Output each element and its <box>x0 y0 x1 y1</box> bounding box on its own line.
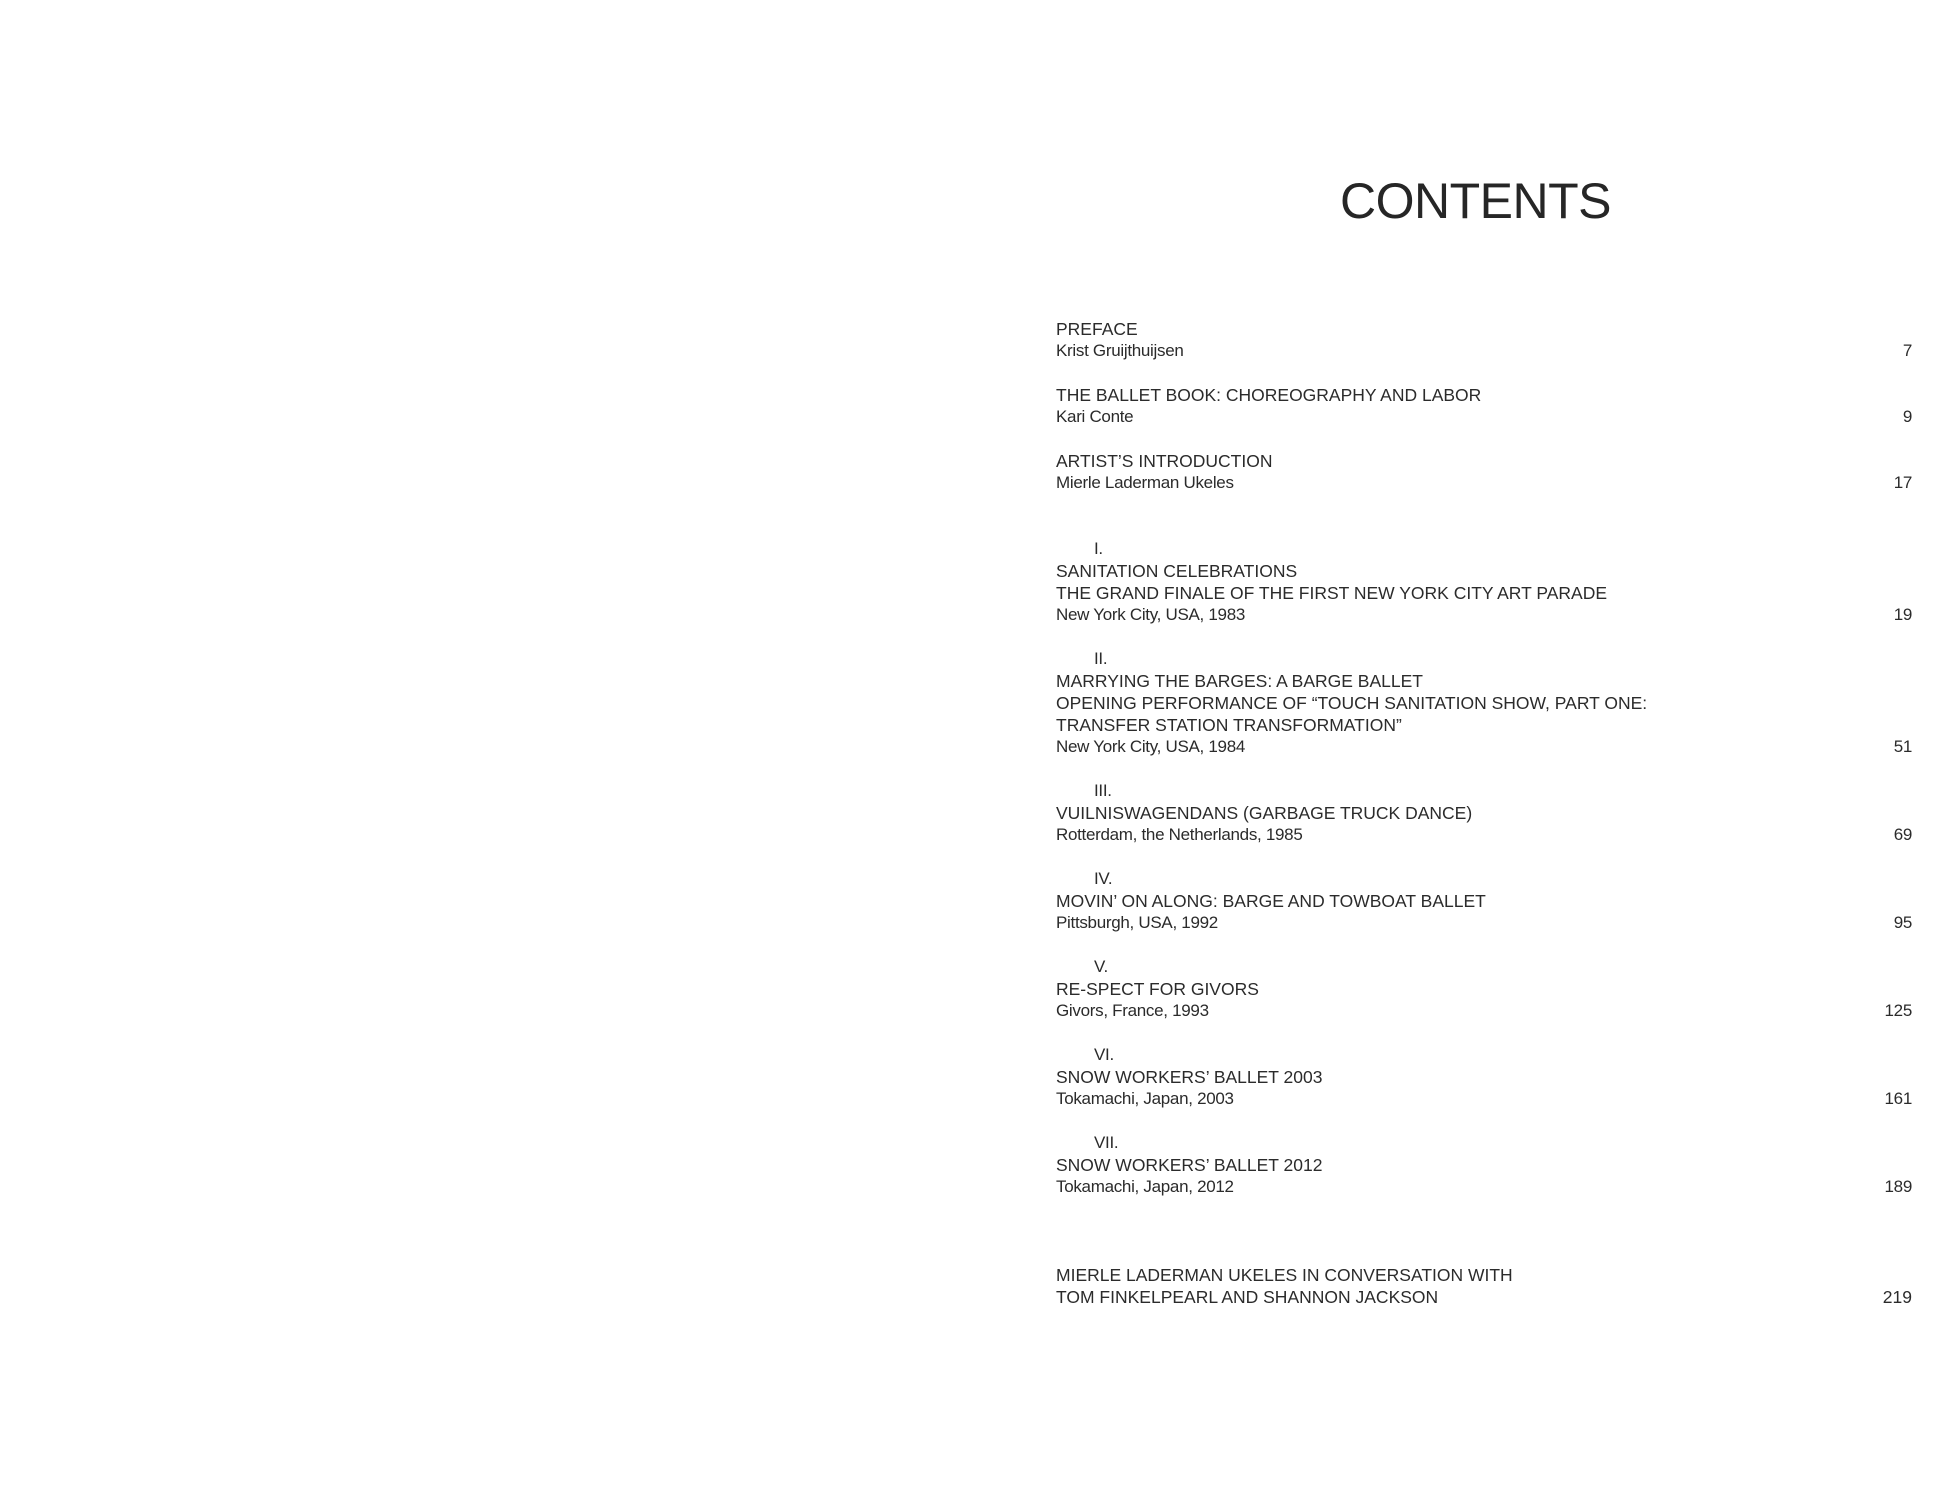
entry-page-number: 51 <box>1893 737 1912 756</box>
chapter-numeral: IV. <box>1094 869 1113 888</box>
toc-entry-artist-introduction <box>1056 450 1912 494</box>
chapter-numeral: V. <box>1094 957 1108 976</box>
entry-heading: PREFACE <box>1056 319 1138 339</box>
chapter-numeral: VI. <box>1094 1045 1114 1064</box>
entry-page-number: 95 <box>1893 913 1912 932</box>
chapter-location <box>1056 736 1912 758</box>
entry-page-number: 125 <box>1884 1001 1912 1020</box>
chapter-location <box>1056 1088 1912 1110</box>
entry-author <box>1056 406 1912 428</box>
entry-page-number: 161 <box>1884 1089 1912 1108</box>
chapter-title-line: RE-SPECT FOR GIVORS <box>1056 979 1259 999</box>
chapter-location <box>1056 1176 1912 1198</box>
chapter-title-line: THE GRAND FINALE OF THE FIRST NEW YORK CITY ART PARADE <box>1056 583 1608 603</box>
chapter-location-text: Rotterdam, the Netherlands, 1985 <box>1056 825 1303 844</box>
entry-page-number: 17 <box>1893 473 1912 492</box>
chapter-numeral: III. <box>1094 781 1112 800</box>
chapter-title-line: SNOW WORKERS’ BALLET 2012 <box>1056 1155 1323 1175</box>
toc-chapter-5 <box>1056 956 1912 1022</box>
toc-chapter-4 <box>1056 868 1912 934</box>
entry-page-number: 9 <box>1902 407 1912 426</box>
chapter-location <box>1056 824 1912 846</box>
toc-chapter-6 <box>1056 1044 1912 1110</box>
left-page-blank <box>0 0 970 1500</box>
toc-entry-ballet-book <box>1056 384 1912 428</box>
chapter-location-text: Tokamachi, Japan, 2003 <box>1056 1089 1234 1108</box>
chapter-location-text: Pittsburgh, USA, 1992 <box>1056 913 1218 932</box>
entry-heading <box>1056 1286 1912 1308</box>
chapter-title-line: TRANSFER STATION TRANSFORMATION” <box>1056 715 1402 735</box>
chapter-numeral: II. <box>1094 649 1108 668</box>
chapter-title-line: SNOW WORKERS’ BALLET 2003 <box>1056 1067 1323 1087</box>
page-title: CONTENTS <box>1340 173 1611 229</box>
chapter-title-line: VUILNISWAGENDANS (GARBAGE TRUCK DANCE) <box>1056 803 1473 823</box>
entry-author-name: Mierle Laderman Ukeles <box>1056 473 1234 492</box>
chapter-location-text: New York City, USA, 1983 <box>1056 605 1246 624</box>
chapter-title-line: OPENING PERFORMANCE OF “TOUCH SANITATION SHOW, PART ONE: <box>1056 693 1648 713</box>
chapter-title-line: MOVIN’ ON ALONG: BARGE AND TOWBOAT BALLET <box>1056 891 1486 911</box>
chapter-location-text: Tokamachi, Japan, 2012 <box>1056 1177 1234 1196</box>
entry-author <box>1056 340 1912 362</box>
toc-chapter-3 <box>1056 780 1912 846</box>
chapter-location <box>1056 604 1912 626</box>
entry-author-name: Kari Conte <box>1056 407 1134 426</box>
toc-entry-preface <box>1056 318 1912 362</box>
chapter-location <box>1056 1000 1912 1022</box>
chapter-location <box>1056 912 1912 934</box>
entry-page-number: 69 <box>1893 825 1912 844</box>
chapter-title-line: SANITATION CELEBRATIONS <box>1056 561 1298 581</box>
toc-chapter-1 <box>1056 538 1912 626</box>
chapter-title-line: MARRYING THE BARGES: A BARGE BALLET <box>1056 671 1423 691</box>
entry-page-number: 19 <box>1893 605 1912 624</box>
entry-author <box>1056 472 1912 494</box>
entry-page-number: 189 <box>1884 1177 1912 1196</box>
entry-heading: ARTIST’S INTRODUCTION <box>1056 451 1273 471</box>
toc-entry-conversation <box>1056 1264 1912 1308</box>
table-of-contents <box>1056 318 1912 1308</box>
entry-heading: THE BALLET BOOK: CHOREOGRAPHY AND LABOR <box>1056 385 1482 405</box>
entry-author-name: Krist Gruijthuijsen <box>1056 341 1184 360</box>
chapter-numeral: VII. <box>1094 1133 1119 1152</box>
entry-page-number: 219 <box>1882 1287 1912 1307</box>
chapter-location-text: Givors, France, 1993 <box>1056 1001 1209 1020</box>
entry-heading: MIERLE LADERMAN UKELES IN CONVERSATION WITH <box>1056 1265 1513 1285</box>
toc-chapter-7 <box>1056 1132 1912 1198</box>
entry-page-number: 7 <box>1902 341 1912 360</box>
toc-chapter-2 <box>1056 648 1912 758</box>
chapter-location-text: New York City, USA, 1984 <box>1056 737 1246 756</box>
entry-heading-line: TOM FINKELPEARL AND SHANNON JACKSON <box>1056 1287 1439 1307</box>
chapter-numeral: I. <box>1094 539 1103 558</box>
